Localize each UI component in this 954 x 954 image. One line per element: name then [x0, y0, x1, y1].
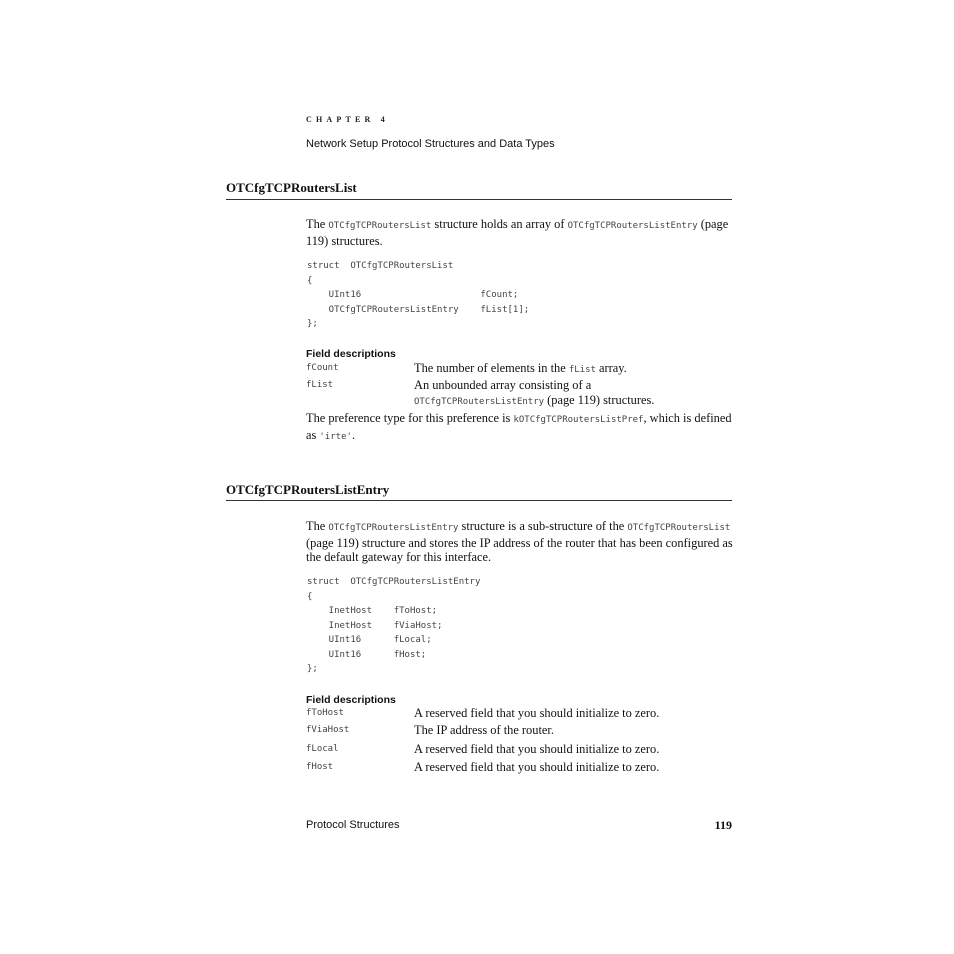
preference-type-paragraph: The preference type for this preference is kOTCfgTCPRoutersListPref, which is defined as 'irte'.: [306, 411, 732, 442]
field-name: fLocal: [306, 744, 339, 754]
section-heading-routers-list: OTCfgTCPRoutersList: [226, 180, 357, 195]
field-name: fHost: [306, 762, 334, 772]
field-description: The IP address of the router.: [414, 723, 554, 737]
routers-list-intro: The OTCfgTCPRoutersList structure holds an array of OTCfgTCPRoutersListEntry (page 119) structures.: [306, 217, 729, 248]
field-name: fToHost: [306, 708, 344, 718]
footer-section-title: Protocol Structures: [306, 819, 400, 831]
field-name: fCount: [306, 363, 339, 373]
field-description: A reserved field that you should initialize to zero.: [414, 760, 660, 774]
field-descriptions-heading: Field descriptions: [306, 694, 396, 706]
chapter-label: CHAPTER 4: [306, 115, 389, 124]
field-name: fList: [306, 380, 334, 390]
field-description: A reserved field that you should initialize to zero.: [414, 742, 660, 756]
page-number: 119: [714, 818, 732, 832]
field-description: An unbounded array consisting of a OTCfgTCPRoutersListEntry (page 119) structures.: [414, 378, 655, 407]
field-description: A reserved field that you should initialize to zero.: [414, 706, 660, 720]
chapter-title: Network Setup Protocol Structures and Data Types: [306, 138, 555, 150]
field-description: The number of elements in the fList array.: [414, 361, 627, 375]
section-rule: [226, 199, 732, 200]
section-heading-routers-list-entry: OTCfgTCPRoutersListEntry: [226, 482, 390, 497]
routers-list-code-block: struct OTCfgTCPRoutersList { UInt16 fCount; OTCfgTCPRoutersListEntry fList[1]; };: [307, 261, 530, 329]
routers-list-entry-code-block: struct OTCfgTCPRoutersListEntry { InetHost fToHost; InetHost fViaHost; UInt16 fLocal; UInt16 fHost; };: [307, 577, 481, 674]
routers-list-entry-intro: The OTCfgTCPRoutersListEntry structure is a sub-structure of the OTCfgTCPRoutersList (page 119) structure and stores the IP address of the router that has been configured as the default gateway for this interface.: [306, 519, 733, 564]
section-rule: [226, 500, 732, 501]
field-descriptions-heading: Field descriptions: [306, 348, 396, 360]
field-name: fViaHost: [306, 725, 350, 735]
